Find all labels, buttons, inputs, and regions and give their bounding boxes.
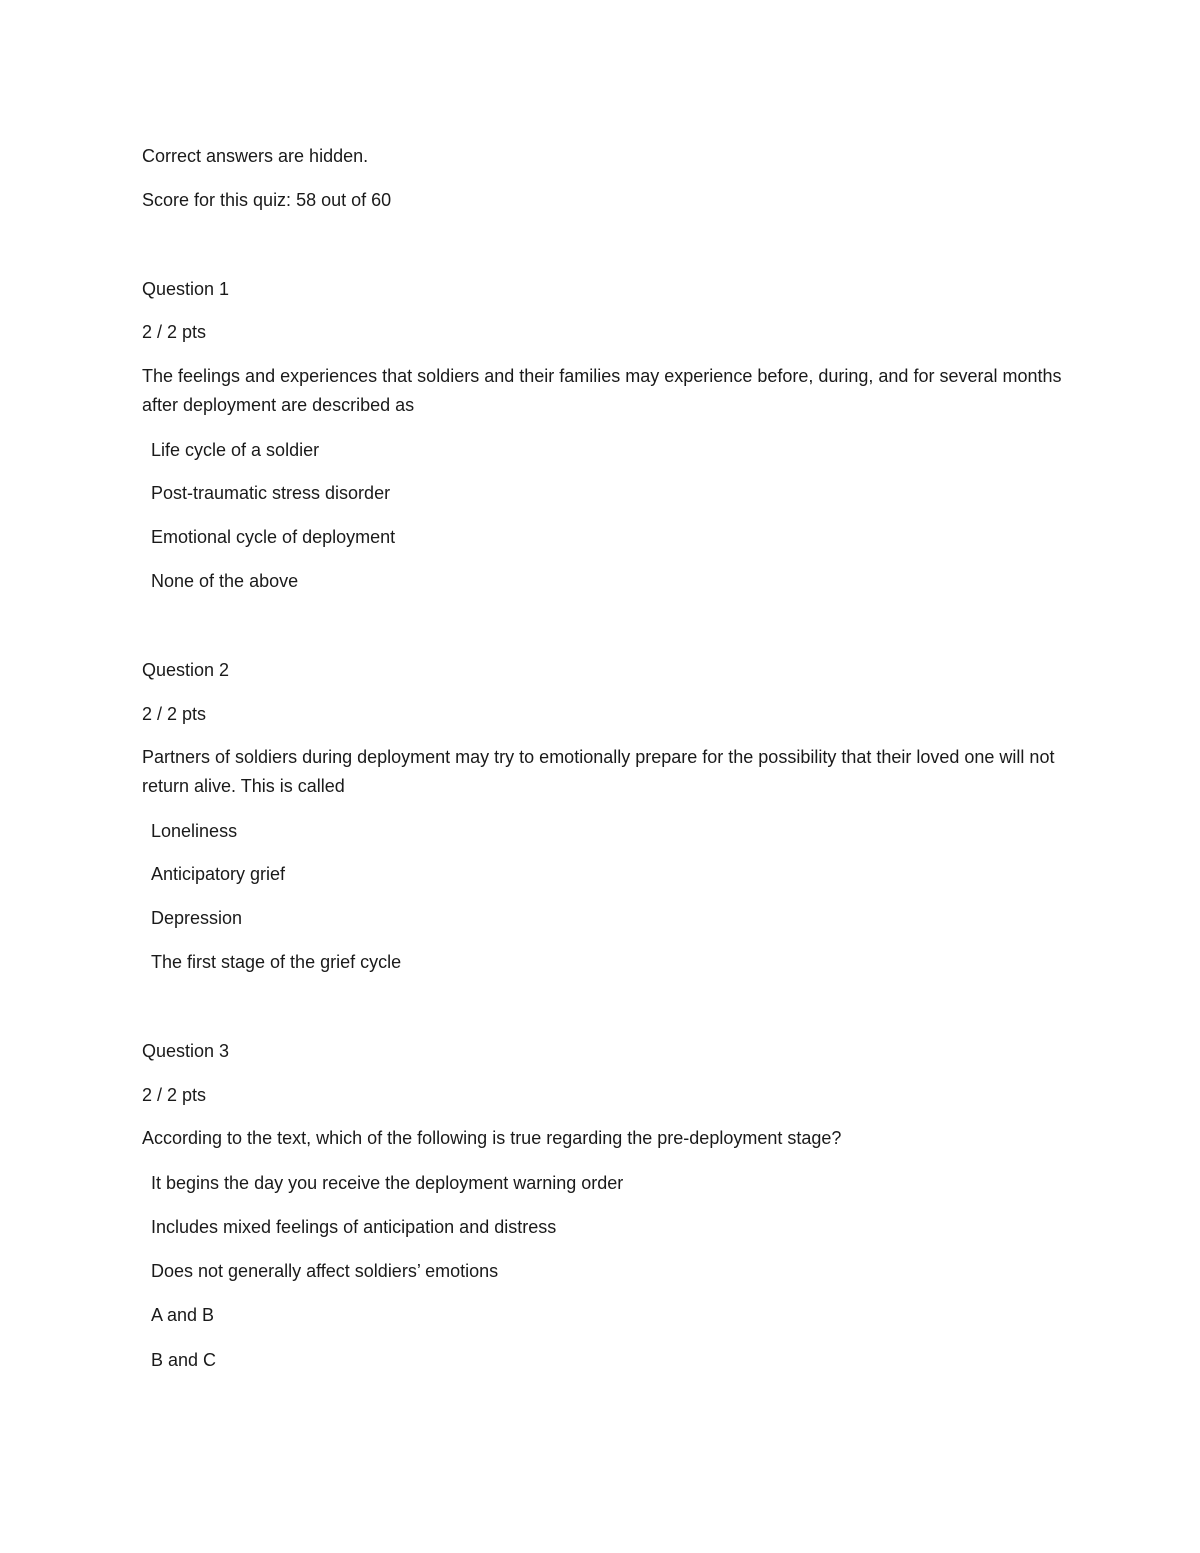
answer-option: Depression bbox=[151, 908, 243, 928]
answer-option: Anticipatory grief bbox=[151, 864, 286, 884]
answer-option: Post-traumatic stress disorder bbox=[151, 483, 391, 503]
question-title: Question 2 bbox=[142, 660, 230, 680]
answer-option: None of the above bbox=[151, 571, 299, 591]
answers-hidden-notice: Correct answers are hidden. bbox=[142, 146, 369, 166]
question-prompt: According to the text, which of the following is true regarding the pre-deployment stage? bbox=[142, 1128, 842, 1148]
answer-option: Life cycle of a soldier bbox=[151, 440, 320, 460]
question-points: 2 / 2 pts bbox=[142, 704, 207, 724]
question-points: 2 / 2 pts bbox=[142, 322, 207, 342]
question-title: Question 1 bbox=[142, 279, 230, 299]
answer-option: Loneliness bbox=[151, 821, 238, 841]
answer-option: Includes mixed feelings of anticipation and distress bbox=[151, 1217, 557, 1237]
answer-option: Emotional cycle of deployment bbox=[151, 527, 396, 547]
answer-option: The first stage of the grief cycle bbox=[151, 952, 402, 972]
answer-option: A and B bbox=[151, 1305, 215, 1325]
question-points: 2 / 2 pts bbox=[142, 1085, 207, 1105]
question-title: Question 3 bbox=[142, 1041, 230, 1061]
answer-option: B and C bbox=[151, 1350, 217, 1370]
quiz-score: Score for this quiz: 58 out of 60 bbox=[142, 190, 392, 210]
answer-option: Does not generally affect soldiers’ emotions bbox=[151, 1261, 499, 1281]
answer-option: It begins the day you receive the deployment warning order bbox=[151, 1173, 624, 1193]
question-prompt: Partners of soldiers during deployment may try to emotionally prepare for the possibility that their loved one will not return alive. This is called bbox=[142, 747, 1055, 796]
question-prompt: The feelings and experiences that soldiers and their families may experience before, during, and for several months after deployment are described as bbox=[142, 366, 1062, 415]
